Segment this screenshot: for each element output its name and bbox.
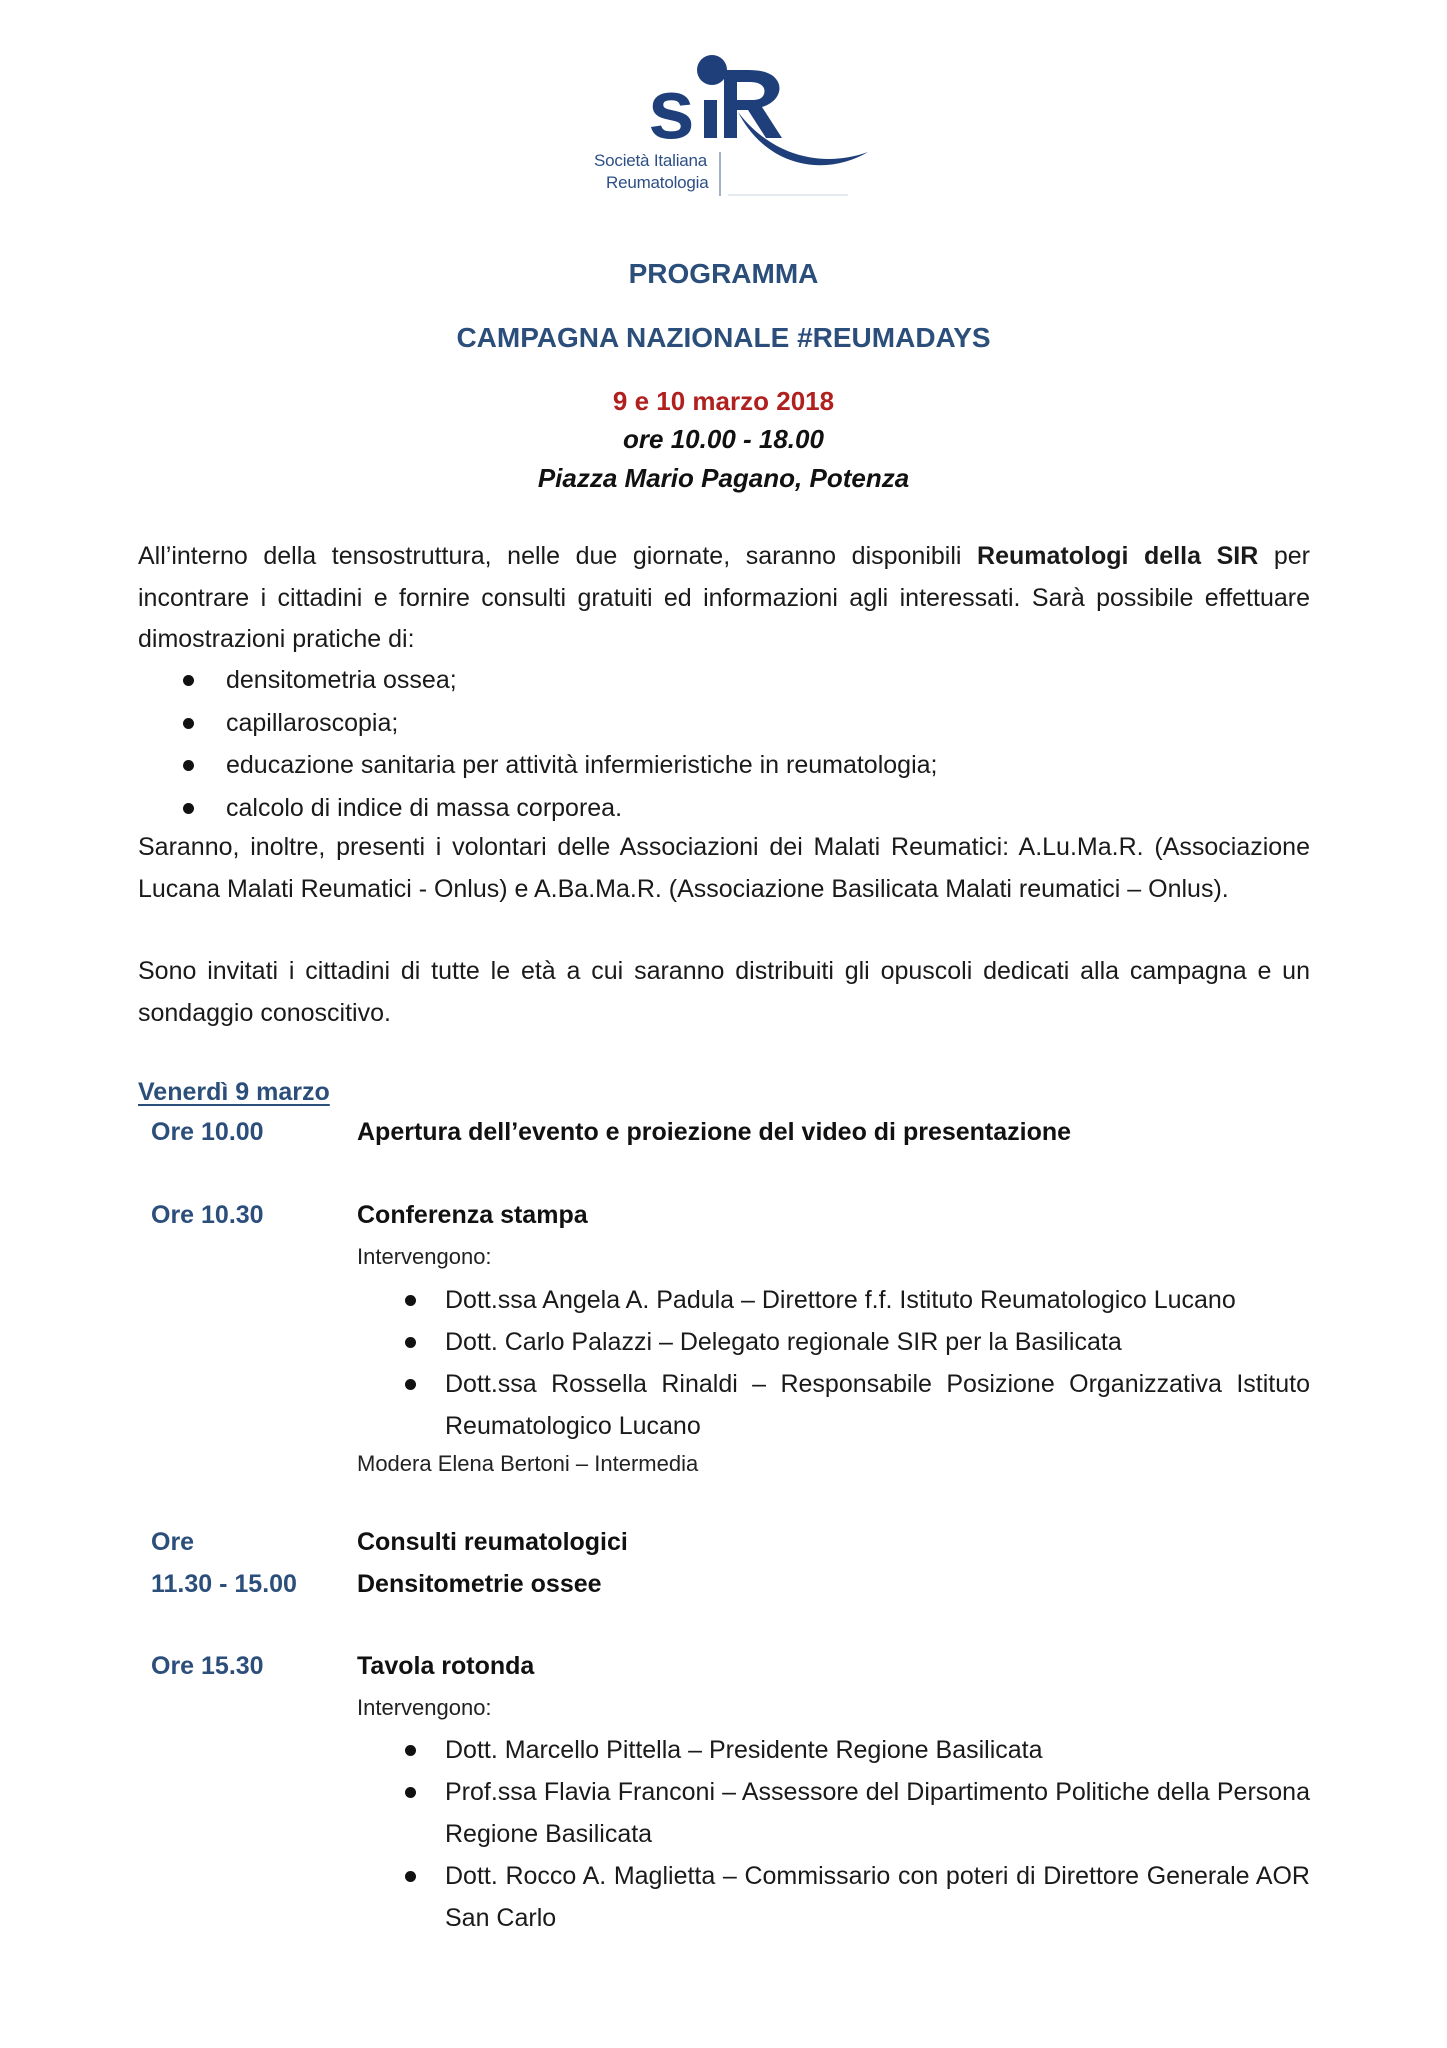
intro-text-b: per incontrare i cittadini e fornire consulti gratuiti ed informazioni agli interessati. Sarà possibile effettuare dimostrazioni pratiche di: [138, 542, 1310, 654]
intro-bold: Reumatologi della SIR [977, 542, 1259, 570]
list-item-text: calcolo di indice di massa corporea. [226, 793, 623, 822]
list-item [357, 1363, 1310, 1447]
bullet-icon [405, 1295, 416, 1306]
bullet-icon [183, 675, 194, 686]
session-title: Tavola rotonda [357, 1652, 535, 1680]
session-title: Apertura dell’evento e proiezione del video di presentazione [357, 1118, 1072, 1146]
associations-paragraph: Saranno, inoltre, presenti i volontari delle Associazioni dei Malati Reumatici: A.Lu.Ma.R. (Associazione Lucana Malati Reumatici - Onlus) e A.Ba.Ma.R. (Associazione Basilicata Malati reumatici – Onlus). [138, 833, 1310, 903]
intro-text-a: All’interno della tensostruttura, nelle due giornate, saranno disponibili [138, 542, 978, 570]
session-time: Ore 10.00 [151, 1118, 264, 1146]
list-item [138, 702, 1238, 745]
bullet-icon [405, 1379, 416, 1390]
event-place: Piazza Mario Pagano, Potenza [537, 463, 910, 493]
session-title: Conferenza stampa [357, 1201, 588, 1229]
page-title: PROGRAMMA [628, 258, 819, 289]
list-item-text: capillaroscopia; [226, 708, 399, 737]
session-title: Densitometrie ossee [357, 1570, 602, 1598]
session-time: 11.30 - 15.00 [151, 1570, 297, 1598]
bullet-icon [405, 1787, 416, 1798]
list-item [138, 787, 1238, 830]
bullet-icon [405, 1871, 416, 1882]
list-item [357, 1729, 1310, 1771]
session-time: Ore [151, 1528, 195, 1556]
sir-logo [588, 52, 878, 202]
speakers-list [357, 1279, 1310, 1447]
session-title: Consulti reumatologici [357, 1528, 628, 1556]
bullet-icon [183, 760, 194, 771]
speakers-list [357, 1729, 1310, 1939]
bullet-icon [405, 1745, 416, 1756]
list-item [357, 1321, 1310, 1363]
speakers-intro: Intervengono: [357, 1244, 492, 1269]
event-date: 9 e 10 marzo 2018 [612, 386, 835, 416]
bullet-icon [405, 1337, 416, 1348]
speaker-text: Dott. Carlo Palazzi – Delegato regionale SIR per la Basilicata [445, 1328, 1122, 1356]
campaign-title: CAMPAGNA NAZIONALE #REUMADAYS [456, 322, 991, 353]
day-heading: Venerdì 9 marzo [138, 1078, 330, 1106]
list-item [138, 744, 1238, 787]
speaker-text: Dott.ssa Angela A. Padula – Direttore f.f. Istituto Reumatologico Lucano [445, 1286, 1236, 1314]
speaker-text: Dott. Rocco A. Maglietta – Commissario con poteri di Direttore Generale AOR San Carlo [445, 1862, 1310, 1932]
speakers-intro: Intervengono: [357, 1695, 492, 1720]
intro-paragraph [138, 536, 1310, 661]
event-time: ore 10.00 - 18.00 [623, 424, 824, 454]
bullet-icon [183, 803, 194, 814]
list-item-text: educazione sanitaria per attività infermieristiche in reumatologia; [226, 751, 938, 779]
session-time: Ore 10.30 [151, 1201, 264, 1229]
list-item [357, 1771, 1310, 1855]
demonstrations-list [138, 659, 1238, 829]
list-item-text: densitometria ossea; [226, 666, 457, 694]
bullet-icon [183, 718, 194, 729]
speaker-text: Dott.ssa Rossella Rinaldi – Responsabile Posizione Organizzativa Istituto Reumatologico Lucano [445, 1370, 1310, 1440]
list-item [357, 1855, 1310, 1939]
svg-text:s: s [648, 62, 695, 156]
list-item [138, 659, 1238, 702]
session-time: Ore 15.30 [151, 1652, 264, 1680]
speaker-text: Dott. Marcello Pittella – Presidente Regione Basilicata [445, 1736, 1043, 1764]
logo-line-2: Reumatologia [606, 173, 709, 192]
list-item [357, 1279, 1310, 1321]
logo-line-1: Società Italiana [594, 151, 708, 170]
moderator: Modera Elena Bertoni – Intermedia [357, 1451, 699, 1476]
invite-paragraph: Sono invitati i cittadini di tutte le età a cui saranno distribuiti gli opuscoli dedicati alla campagna e un sondaggio conoscitivo. [138, 957, 1310, 1027]
speaker-text: Prof.ssa Flavia Franconi – Assessore del Dipartimento Politiche della Persona Regione Basilicata [445, 1778, 1310, 1848]
